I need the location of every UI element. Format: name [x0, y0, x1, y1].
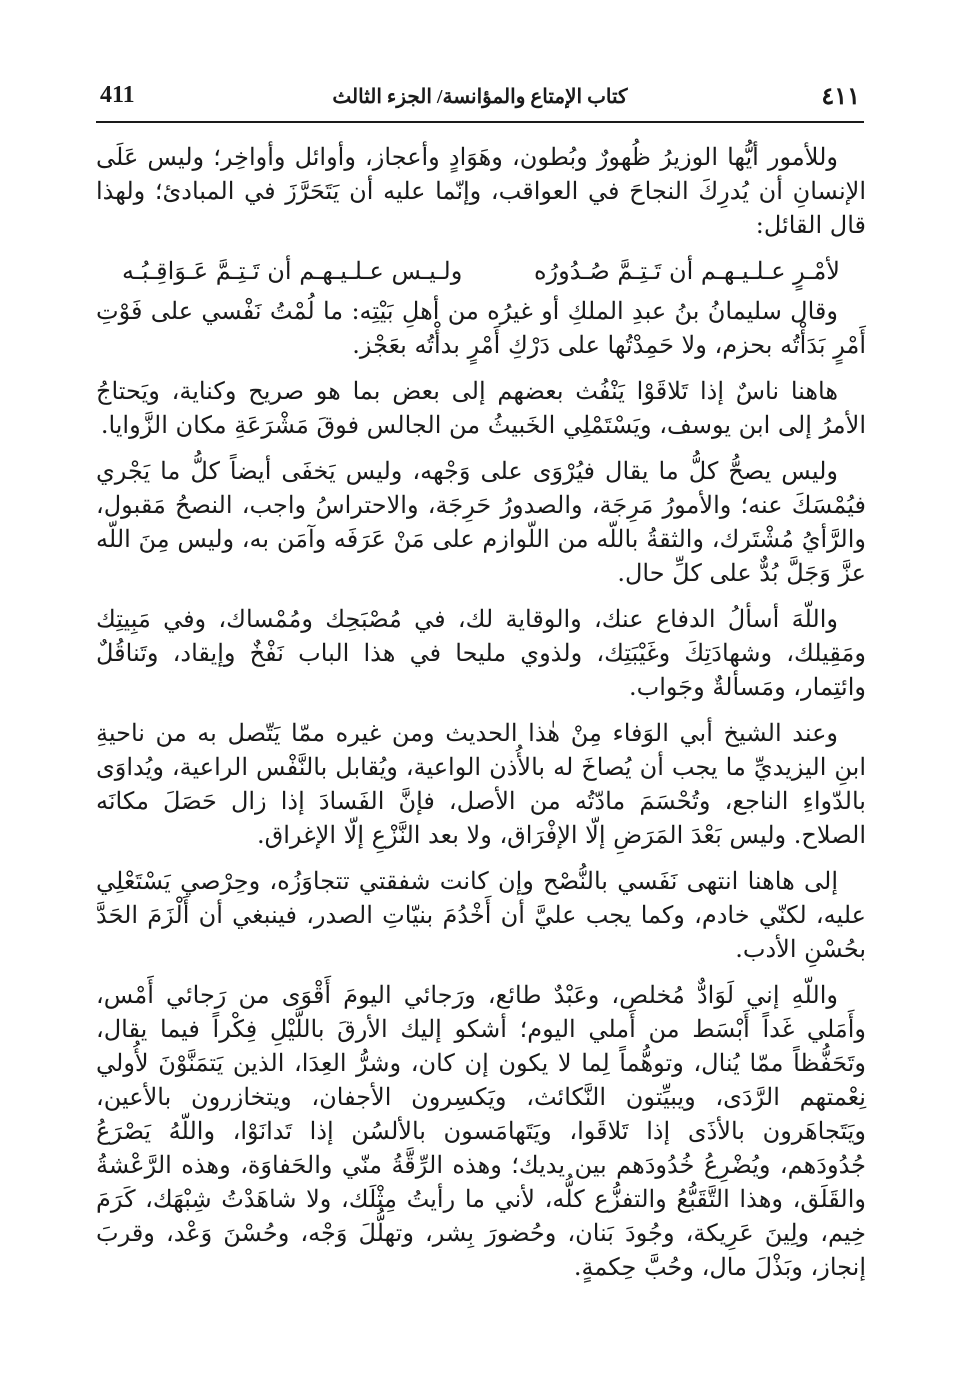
paragraph-3: هاهنا ناسٌ إذا تَلاقَوْا يَنْفُث بعضهم إلى بعض بما هو صريح وكناية، ويَحتاجُ الأمرُ إلى ابن يوسف، ويَسْتَمْلِي الخَبيثُ من الجالس فوقَ مَشْرَعَةِ مكان الزَّوايا. [96, 377, 866, 439]
verse-second-hemistich: ولـيـس عـلـيـهـم أن تَـتِـمَّ عَـوَاقِـبُـه [122, 257, 463, 285]
page-header [96, 78, 864, 120]
running-title: كتاب الإمتاع والمؤانسة/ الجزء الثالث [332, 86, 628, 108]
page-number-latin: 411 [100, 82, 135, 108]
paragraph-1: وللأمور أيُّها الوزيرُ ظُهورٌ وبُطون، وهَوَادٍ وأعجاز، وأوائل وأواخِر؛ وليس عَلَى الإنسانِ أن يُدرِكَ النجاحَ في العواقب، وإنّما عليه أن يَتَحَرَّزَ في المبادئ؛ ولهذا قال القائل: [96, 143, 866, 239]
header-rule [96, 121, 864, 123]
paragraph-7: إلى هاهنا انتهى نَفَسي بالنُّصْح وإن كانت شفقتي تتجاوَزُه، وحِرْصي يَسْتَعْلِي عليه، لكنّي خادم، وكما يجب عليَّ أن أَخْدُمَ بنيّاتِ الصدر، فينبغي أن أَلْزَمَ الحَدَّ بحُسْنِ الأدب. [96, 867, 866, 963]
poetry-verse [122, 254, 840, 288]
paragraph-5: واللّهَ أسألُ الدفاع عنك، والوقاية لك، في مُصْبَحِك ومُمْساك، وفي مَبِيتِك ومَقِيلك، وشهادَتِكَ وغَيْبَتِك، ولذوي مليحا في هذا الباب نَفْخٌ وإيقاد، وتَناقُلٌ وائتِمار، ومَسألةٌ وجَواب. [96, 605, 866, 701]
verse-first-hemistich: لأمْـرٍ عـلـيـهـم أن تَـتِـمَّ صُـدُورُه [533, 257, 840, 285]
paragraph-2: وقال سليمانُ بنُ عبدِ الملكِ أو غيرُه من أهلِ بَيْتِه: ما لُمْتُ نَفْسي على فَوْتِ أَمْرٍ بَدَأْتُه بحزم، ولا حَمِدْتُها على دَرْكِ أَمْرٍ بدأْتُه بعَجْز. [96, 297, 866, 359]
paragraph-4: وليس يصحُّ كلُّ ما يقال فيُرْوَى على وَجْهه، وليس يَخفَى أيضاً كلُّ ما يَجْري فيُمْسَكَ عنه؛ والأمورُ مَرِجَة، والصدورُ حَرِجَة، والاحتراسُ واجب، النصحُ مَقبول، والرَّأيُ مُشْتَرك، والثقةُ باللّه من اللّوازم على مَنْ عَرَفَه وآمَن به، وليس مِنَ اللّه عزَّ وَجَلَّ بُدٌّ على كلِّ حال. [96, 457, 866, 587]
body-text [96, 140, 866, 1296]
paragraph-6: وعند الشيخ أبي الوَفاء مِنْ هٰذا الحديث ومن غيره ممّا يَتّصل به من ناحيةِ ابنِ اليزيديِّ ما يجب أن يُصاخَ له بالأُذن الواعية، ويُقابل بالنَّفْس الراعية، ويُداوَى بالدّواءِ الناجع، وتُحْسَمَ مادّتُه من الأصل، فإنَّ الفَسادَ إذا زال حَصَلَ مكانَه الصلاح. وليس بَعْدَ المَرَضِ إلّا الإفْرَاق، ولا بعد النَّزْعِ إلّا الإغراق. [96, 719, 866, 849]
paragraph-8: واللّهِ إني لَوَادٌّ مُخلص، وعَبْدٌ طائع، ورَجائي اليومَ أَقْوَى من رَجائي أَمْس، وأَمَلي غَداً أَبْسَط من أَملي اليوم؛ أشكو إليك الأرقَ باللَّيْلِ فِكْراً فيما يقال، وتَحَفُّظاً ممّا يُنال، وتوهُّماً لِما لا يكون إن كان، وشرُّ العِدَا، الذين يَتمَنَّوْنَ لأُولي نِعْمتهم الرَّدَى، ويبيِّتون النَّكائث، ويَكسِرون الأجفان، ويتخازرون بالأعين، ويَتَجاهَرون بالأذَى إذا تَلاقَوا، ويَتَهامَسون بالألسُن إذا تَدانَوْا، واللّهُ يَصْرَعُ جُدُودَهم، ويُضْرِعُ خُدُودَهم بين يديك؛ وهذه الرِّقَّةُ منّي والحَفاوَة، وهذه الرَّعْشةُ والقَلَق، وهذا التَّقَبُّعُ والتفزُّع كلُّه، لأني ما رأيتُ مِثْلَك، ولا شاهَدْتُ شِبْهَك، كَرَمَ خِيم، ولِينَ عَرِيكة، وجُودَ بَنان، وحُضورَ بِشر، وتهلُّلَ وَجْه، وحُسْنَ وَعْد، وقربَ إنجاز، وبَذْلَ مال، وحُبَّ حِكمةٍ. [96, 981, 866, 1281]
page-number-arabic: ٤١١ [821, 84, 860, 110]
